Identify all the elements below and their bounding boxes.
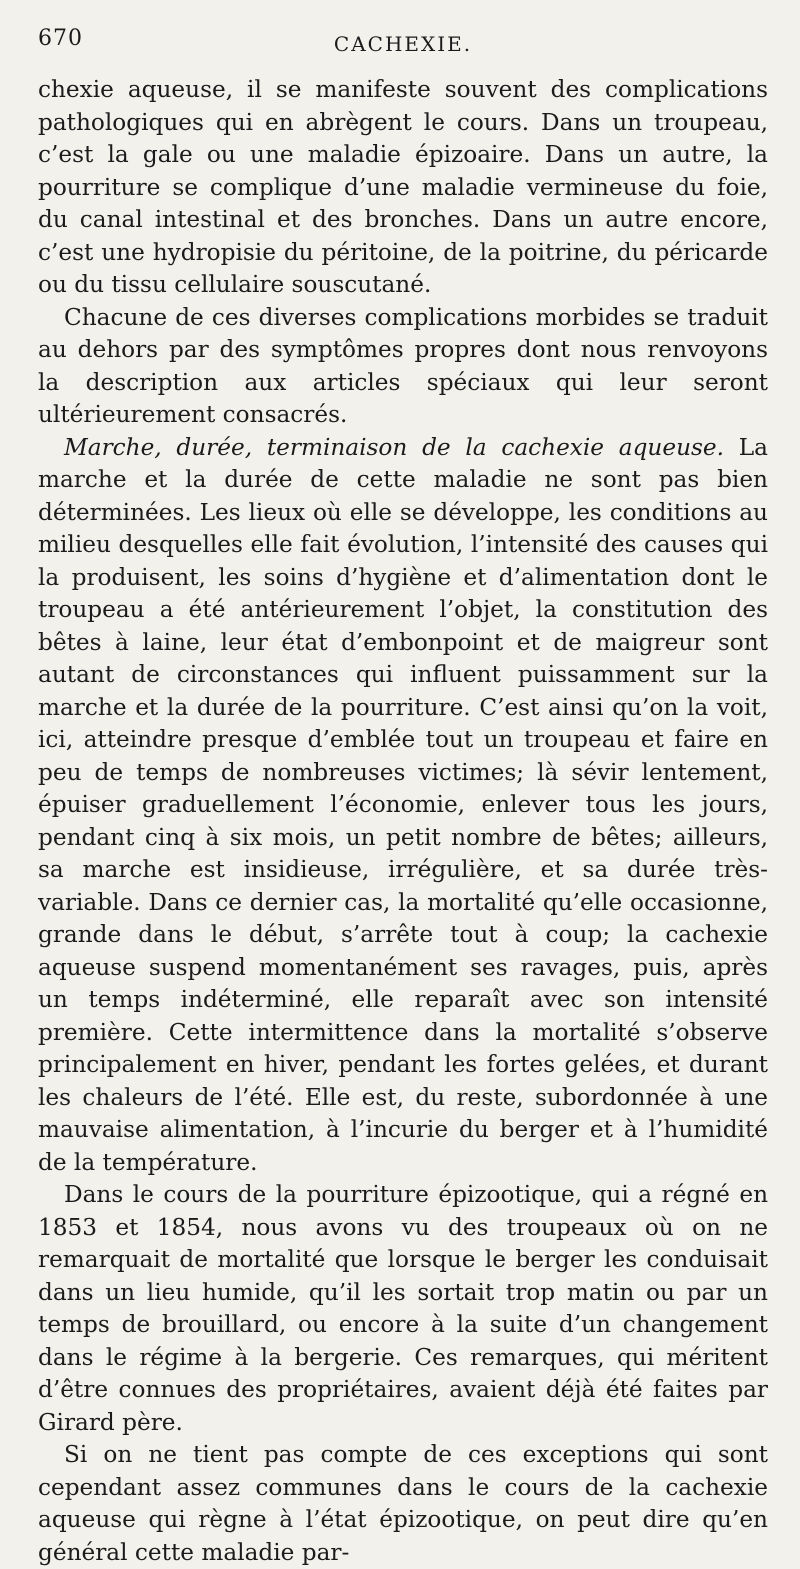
paragraph-text: Dans le cours de la pourriture épizootique, qui a régné en 1853 et 1854, nous avons vu des troupeaux où on ne remarquait de mortalité que lorsque le berger les conduisait dans un lieu humide, qu’il les sortait trop matin ou par un temps de brouillard, ou encore à la suite d’un changement dans le régime à la bergerie. Ces remarques, qui méritent d’être connues des propriétaires, avaient déjà été faites par Girard père.: [38, 1181, 768, 1436]
paragraph: [38, 1179, 768, 1439]
paragraph-text: Si on ne tient pas compte de ces exceptions qui sont cependant assez communes dans le cours de la cachexie aqueuse qui règne à l’état épizootique, on peut dire qu’en général cette maladie par-: [38, 1441, 768, 1566]
paragraph: [38, 74, 768, 302]
page-header: [38, 26, 768, 74]
paragraph: [38, 432, 768, 1180]
paragraph-text: chexie aqueuse, il se manifeste souvent des complications pathologiques qui en abrègent le cours. Dans un troupeau, c’est la gale ou une maladie épizoaire. Dans un autre, la pourriture se complique d’une maladie vermineuse du foie, du canal intestinal et des bronches. Dans un autre encore, c’est une hydropisie du péritoine, de la poitrine, du péricarde ou du tissu cellulaire souscutané.: [38, 76, 768, 298]
running-title: CACHEXIE.: [333, 32, 473, 56]
paragraph-text: Chacune de ces diverses complications morbides se traduit au dehors par des symptômes propres dont nous renvoyons la description aux articles spéciaux qui leur seront ultérieurement consacrés.: [38, 303, 768, 428]
body-text: [38, 74, 768, 1569]
paragraph: [38, 1439, 768, 1569]
paragraph: [38, 302, 768, 432]
section-heading: Marche, durée, terminaison de la cachexie aqueuse.: [64, 433, 725, 461]
page-number: 670: [38, 26, 83, 51]
paragraph-text: La marche et la durée de cette maladie ne sont pas bien déterminées. Les lieux où elle se développe, les conditions au milieu desquelles elle fait évolution, l’intensité des causes qui la produisent, les soins d’hygiène et d’alimentation dont le troupeau a été antérieurement l’objet, la constitution des bêtes à laine, leur état d’embonpoint et de maigreur sont autant de circonstances qui influent puissamment sur la marche et la durée de la pourriture. C’est ainsi qu’on la voit, ici, atteindre presque d’emblée tout un troupeau et faire en peu de temps de nombreuses victimes; là sévir lentement, épuiser graduellement l’économie, enlever tous les jours, pendant cinq à six mois, un petit nombre de bêtes; ailleurs, sa marche est insidieuse, irrégulière, et sa durée très-variable. Dans ce dernier cas, la mortalité qu’elle occasionne, grande dans le début, s’arrête tout à coup; la cachexie aqueuse suspend momentanément ses ravages, puis, après un temps indéterminé, elle reparaît avec son intensité première. Cette intermittence dans la mortalité s’observe principalement en hiver, pendant les fortes gelées, et durant les chaleurs de l’été. Elle est, du reste, subordonnée à une mauvaise alimentation, à l’incurie du berger et à l’humidité de la température.: [38, 433, 768, 1176]
